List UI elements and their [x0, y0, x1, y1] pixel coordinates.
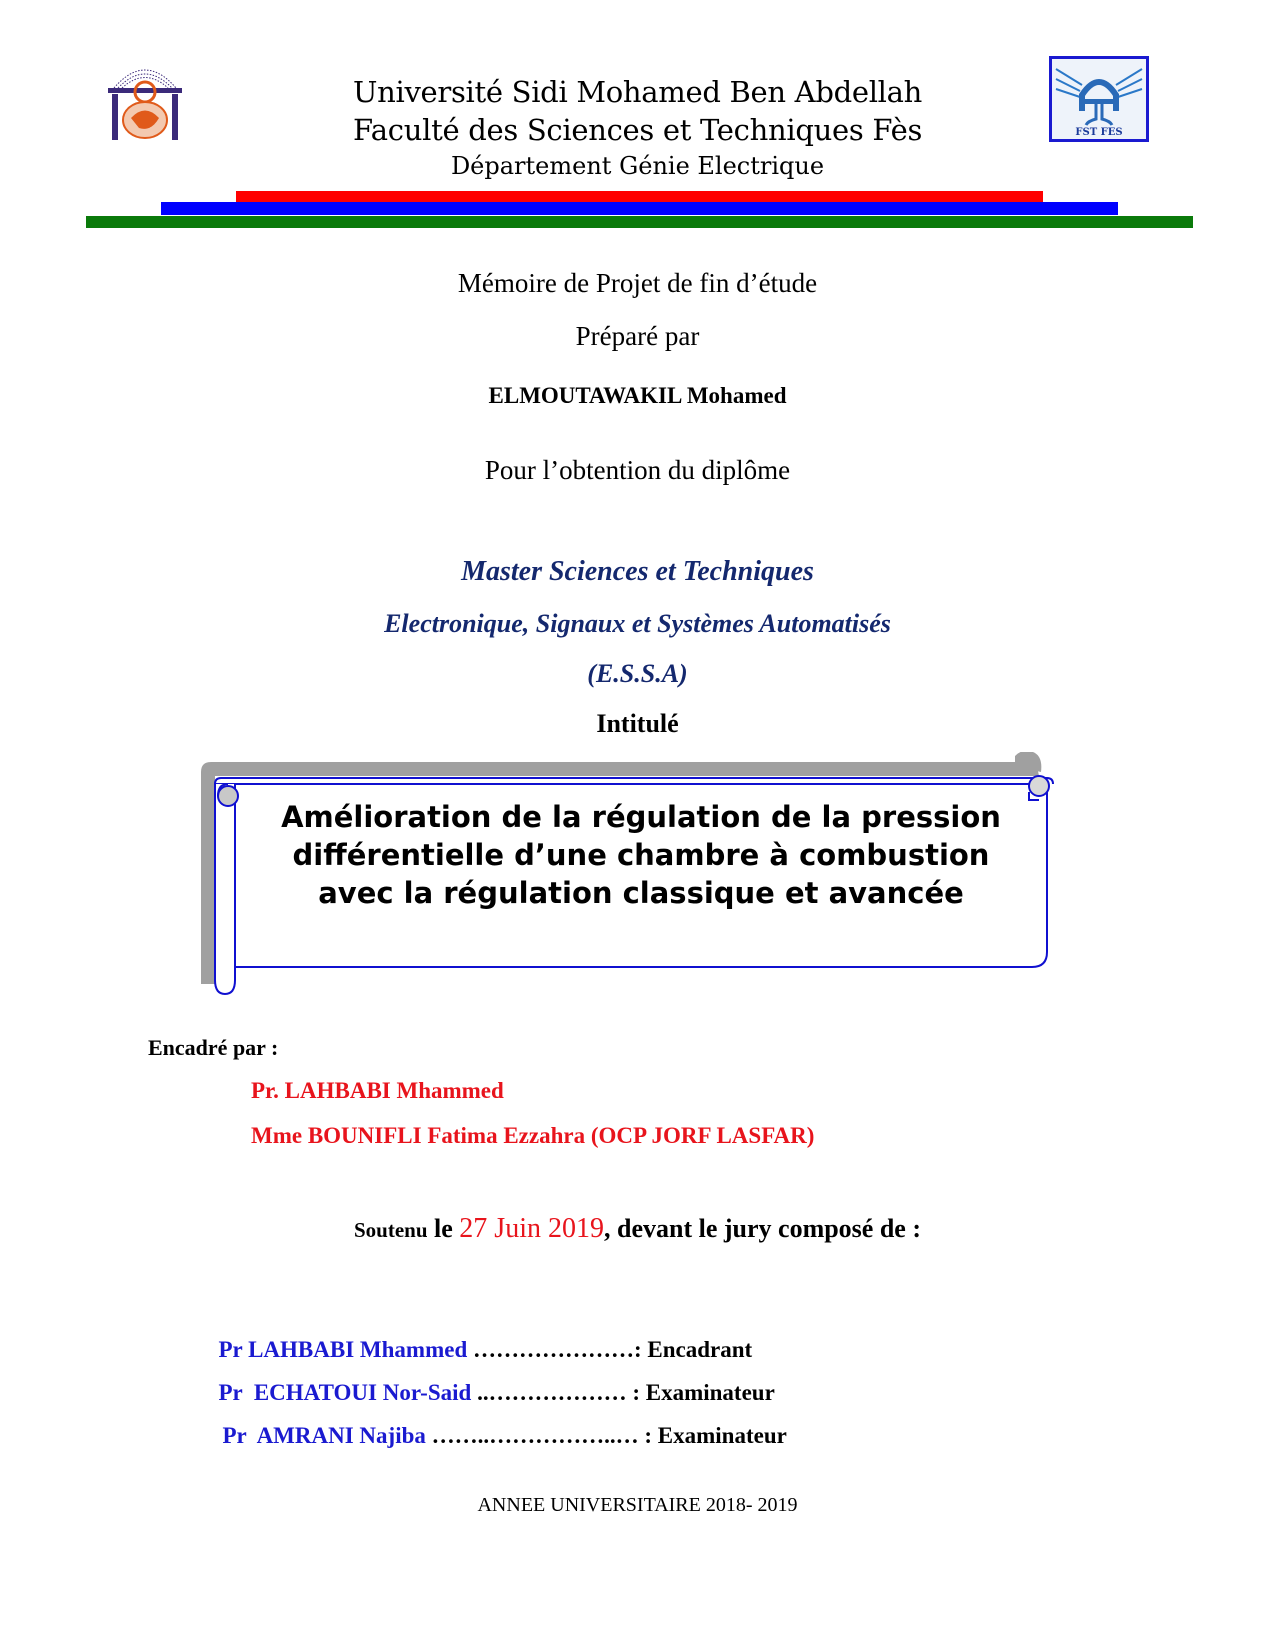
green-bar	[86, 216, 1193, 228]
blue-bar	[161, 202, 1118, 215]
prepared-by-label: Préparé par	[575, 321, 700, 351]
specialty-title: Electronique, Signaux et Systèmes Automatisés	[384, 609, 891, 638]
memoire-label: Mémoire de Projet de fin d’étude	[457, 268, 818, 298]
defense-prefix-small: Soutenu	[354, 1218, 428, 1242]
jury-name: Pr AMRANI Najiba	[222, 1423, 426, 1448]
thesis-title-line-3: avec la régulation classique et avancée	[318, 876, 964, 910]
supervisor-2: Mme BOUNIFLI Fatima Ezzahra (OCP JORF LASFAR)	[251, 1123, 815, 1148]
jury-name: Pr ECHATOUI Nor-Said	[218, 1380, 472, 1405]
jury-name: Pr LAHBABI Mhammed	[218, 1337, 468, 1362]
jury-role: : Examinateur	[632, 1380, 775, 1405]
author-name: ELMOUTAWAKIL Mohamed	[488, 383, 787, 408]
jury-dots: ..………………	[471, 1380, 633, 1405]
supervised-by-label: Encadré par :	[148, 1035, 279, 1060]
title-scroll	[195, 752, 1065, 1002]
defense-suffix: , devant le jury composé de :	[603, 1214, 921, 1243]
defense-line	[0, 1213, 1275, 1245]
thesis-title-line-2: différentielle d’une chambre à combustion	[292, 838, 990, 872]
jury-role: : Examinateur	[644, 1423, 787, 1448]
jury-dots: …………………	[467, 1337, 634, 1362]
defense-date: 27 Juin 2019	[459, 1213, 604, 1244]
jury-role: : Encadrant	[634, 1337, 753, 1362]
faculty-name: Faculté des Sciences et Techniques Fès	[352, 113, 923, 147]
department-name: Département Génie Electrique	[450, 152, 825, 180]
defense-prefix: le	[427, 1214, 460, 1243]
diploma-label: Pour l’obtention du diplôme	[484, 455, 791, 485]
program-acronym: (E.S.S.A)	[587, 659, 688, 688]
jury-member-3	[211, 1397, 787, 1449]
supervisor-1: Pr. LAHBABI Mhammed	[251, 1078, 504, 1103]
academic-year: ANNEE UNIVERSITAIRE 2018- 2019	[477, 1494, 798, 1516]
red-bar	[236, 191, 1043, 202]
university-name: Université Sidi Mohamed Ben Abdellah	[352, 75, 923, 109]
master-title: Master Sciences et Techniques	[461, 556, 814, 587]
jury-dots: ……..……………..…	[425, 1423, 645, 1448]
svg-text:FST FES: FST FES	[1075, 127, 1123, 138]
intitule-label: Intitulé	[596, 709, 679, 738]
thesis-title-line-1: Amélioration de la régulation de la pression	[281, 800, 1001, 834]
